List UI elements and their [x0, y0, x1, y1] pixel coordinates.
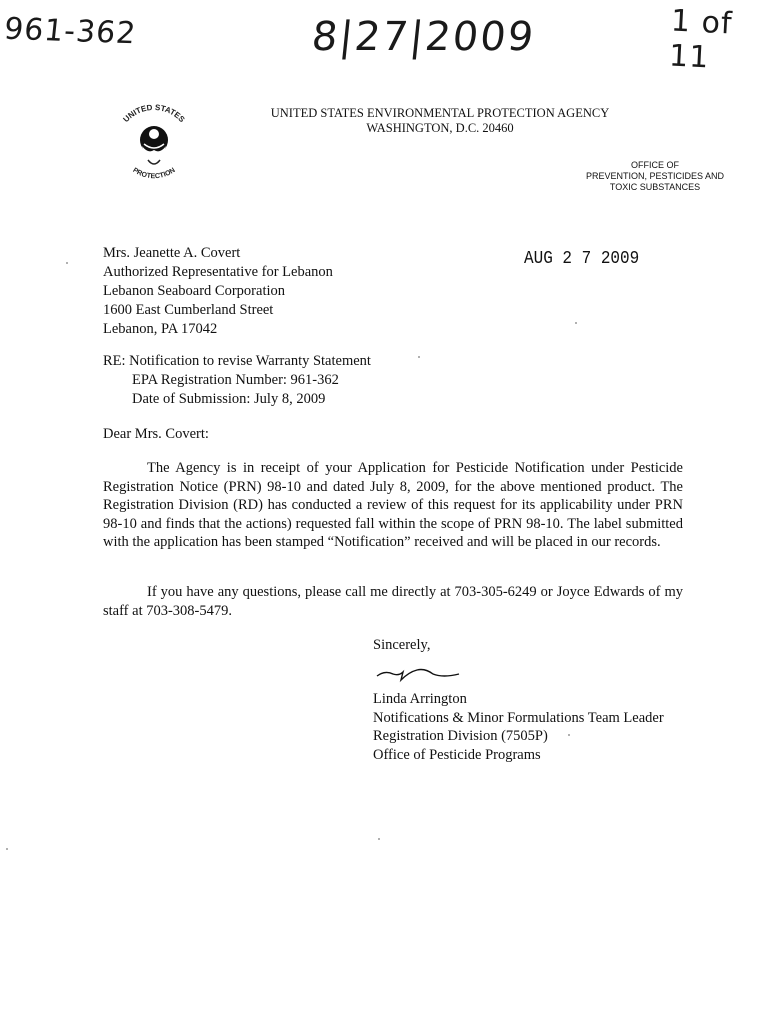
recipient-title: Authorized Representative for Lebanon — [103, 264, 333, 280]
recipient-name: Mrs. Jeanette A. Covert — [103, 245, 241, 261]
scan-speck — [6, 848, 8, 850]
svg-text:UNITED STATES — [121, 103, 187, 125]
signature-block — [373, 690, 664, 764]
body-paragraph-1-text: The Agency is in receipt of your Application for Pesticide Notification under Pesticide Registration Notice (PRN) 98-10 and dated July 8, 2009, for the above mentioned product. The Registration Division (RD) has conducted a review of this request for its applicability under PRN 98-10 and finds that the actions) requested fall within the scope of PRN 98-10. The label submitted with the application has been stamped “Notification” received and will be placed in our records. — [103, 460, 683, 551]
handwritten-date: 8|27|2009 — [309, 14, 538, 60]
re-subject: RE: Notification to revise Warranty Statement — [103, 353, 371, 369]
signer-office: Office of Pesticide Programs — [373, 746, 541, 763]
body-paragraph-2 — [103, 583, 683, 620]
scan-speck — [66, 262, 68, 264]
office-block — [560, 160, 750, 193]
office-line-3: TOXIC SUBSTANCES — [609, 182, 701, 192]
agency-name: UNITED STATES ENVIRONMENTAL PROTECTION AGENCY — [270, 106, 610, 120]
seal-top-text: UNITED STATES — [121, 102, 187, 125]
signer-division: Registration Division (7505P) — [373, 728, 548, 745]
signer-title: Notifications & Minor Formulations Team Leader — [373, 709, 664, 726]
scan-speck — [575, 322, 577, 324]
body-paragraph-1 — [103, 459, 683, 552]
re-block — [103, 352, 371, 409]
scan-speck — [378, 838, 380, 840]
re-registration-number: EPA Registration Number: 961-362 — [132, 372, 339, 388]
epa-seal-icon — [104, 94, 204, 194]
salutation: Dear Mrs. Covert: — [103, 426, 209, 442]
recipient-street: 1600 East Cumberland Street — [103, 302, 274, 318]
agency-header — [240, 106, 640, 136]
scan-speck — [568, 734, 570, 736]
seal-bottom-text: PROTECTION — [131, 166, 177, 181]
body-paragraph-2-text: If you have any questions, please call me directly at 703-305-6249 or Joyce Edwards of my staff at 703-308-5479. — [103, 584, 683, 619]
agency-location: WASHINGTON, D.C. 20460 — [366, 121, 514, 135]
recipient-address — [103, 244, 333, 339]
handwritten-registration-number: 961-362 — [2, 11, 138, 52]
recipient-city: Lebanon, PA 17042 — [103, 321, 218, 337]
scan-speck — [418, 356, 420, 358]
signature-mark — [373, 662, 483, 690]
signer-name: Linda Arrington — [373, 691, 467, 707]
office-line-2: PREVENTION, PESTICIDES AND — [585, 171, 725, 181]
svg-text:PROTECTION — [131, 167, 176, 180]
recipient-company: Lebanon Seaboard Corporation — [103, 283, 286, 299]
re-submission-date: Date of Submission: July 8, 2009 — [132, 391, 326, 407]
office-line-1: OFFICE OF — [631, 160, 679, 170]
date-stamp: AUG 2 7 2009 — [524, 248, 640, 269]
handwritten-page-count: 1 of 11 — [668, 3, 734, 76]
closing: Sincerely, — [373, 637, 431, 653]
